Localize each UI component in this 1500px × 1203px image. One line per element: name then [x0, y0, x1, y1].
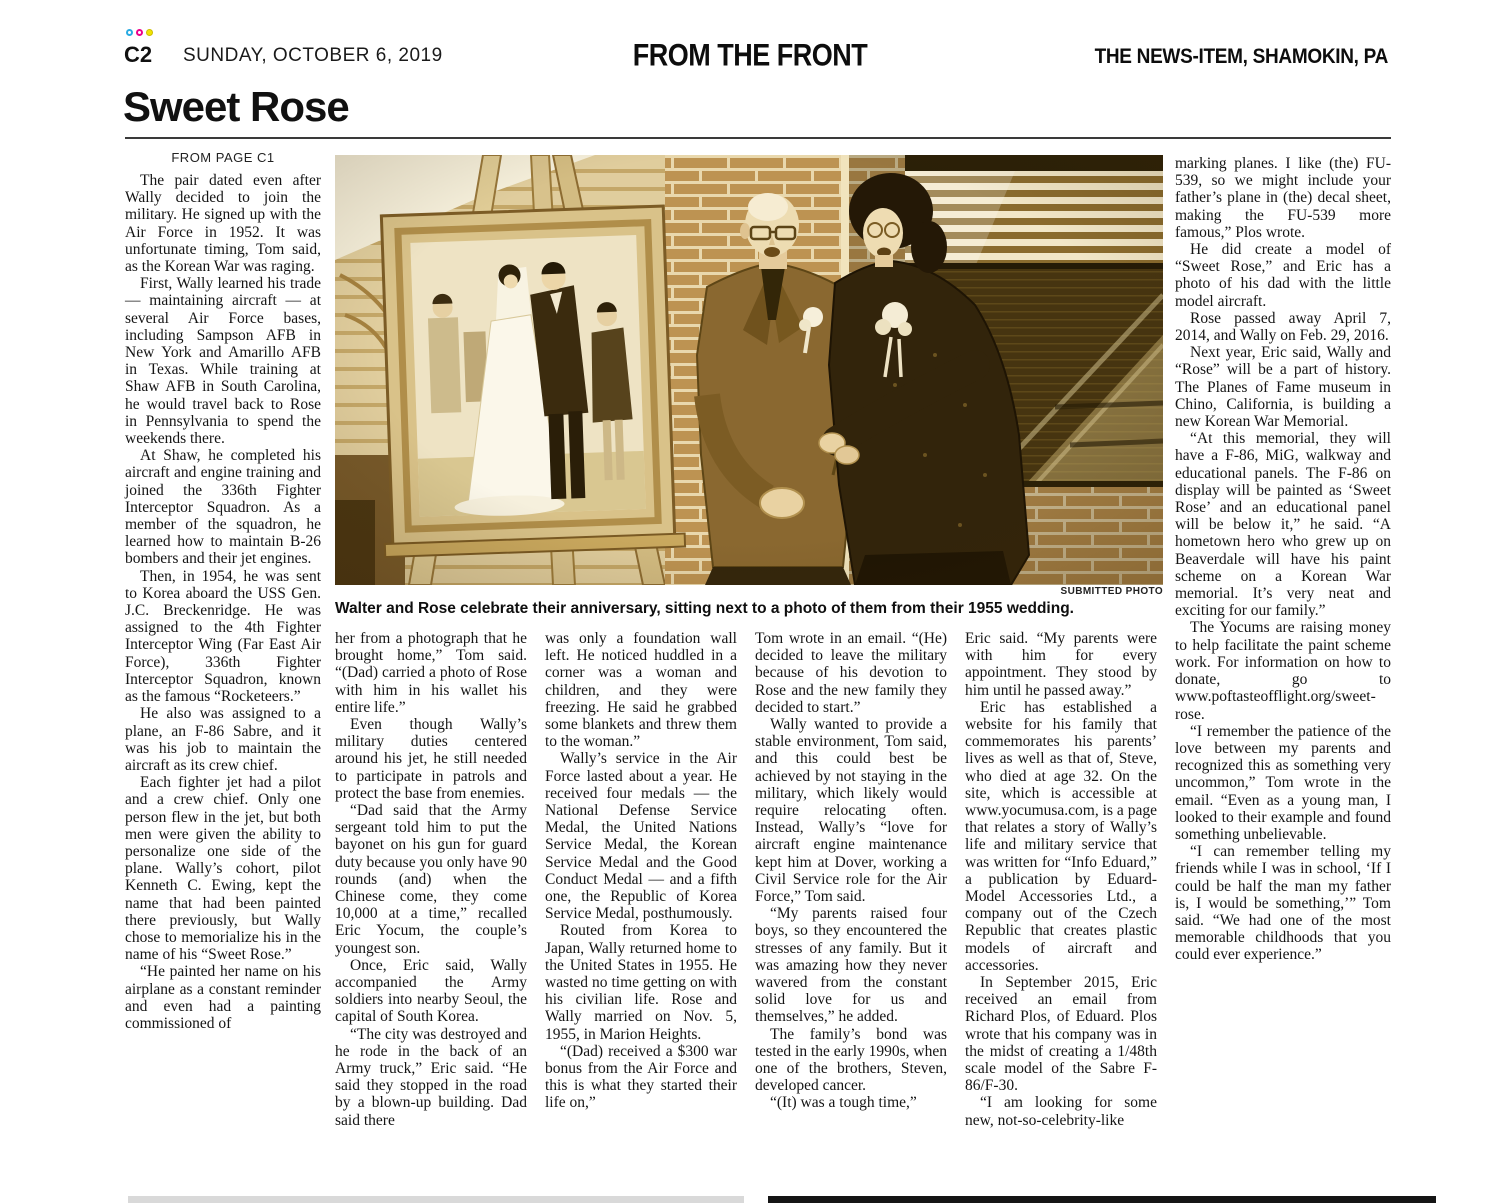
paragraph: He did create a model of “Sweet Rose,” and Eric has a photo of his dad with the little model aircraft. — [1175, 241, 1391, 310]
registration-dots — [126, 29, 153, 36]
article-headline: Sweet Rose — [123, 83, 349, 130]
paragraph: Once, Eric said, Wally accompanied the Army soldiers into nearby Seoul, the capital of South Korea. — [335, 956, 527, 1026]
paragraph: marking planes. I like (the) FU-539, so we might include your father’s plane in (the) decal sheet, making the FU-539 more famous,” Plos wrote. — [1175, 155, 1391, 241]
paragraph: “Dad said that the Army sergeant told him to put the bayonet on his gun for guard duty because you only have 90 rounds (and) when the Chinese come, they come 10,000 at a time,” recalled Eric Yocum, the couple’s youngest son. — [335, 802, 527, 957]
article-column-3 — [545, 630, 737, 1112]
article-column-2 — [335, 630, 527, 1129]
photo-credit: SUBMITTED PHOTO — [1060, 586, 1163, 597]
paragraph: Routed from Korea to Japan, Wally returned home to the United States in 1955. He wasted no time getting on with his civilian life. Rose and Wally married on Nov. 5, 1955, in Marion Heights. — [545, 922, 737, 1043]
paragraph: Next year, Eric said, Wally and “Rose” will be a part of history. The Planes of Fame museum in Chino, California, is building a new Korean War Memorial. — [1175, 344, 1391, 431]
next-item-edge-black — [768, 1196, 1436, 1203]
paragraph: Each fighter jet had a pilot and a crew chief. Only one person flew in the jet, but both men were given the ability to personalize one side of the plane. Wally’s cohort, pilot Kenneth C. Ewing, kept the name that had been painted there previously, but Wally chose to memorialize his in the name of his “Sweet Rose.” — [125, 774, 321, 964]
paragraph: Wally’s service in the Air Force lasted about a year. He received four medals — the National Defense Service Medal, the United Nations Service Medal, the Korean Service Medal and the Good Conduct Medal — and a fifth one, the Republic of Korea Service Medal, posthumously. — [545, 750, 737, 923]
photo-caption: Walter and Rose celebrate their anniversary, sitting next to a photo of them from their 1955 wedding. — [335, 600, 1074, 617]
paragraph: “I remember the patience of the love between my parents and recognized this as something very uncommon,” Tom wrote in the email. “Even as a young man, I looked to their example and found something unbelievable. — [1175, 722, 1391, 843]
headline-rule — [125, 137, 1391, 139]
paragraph: He also was assigned to a plane, an F-86 Sabre, and it was his job to maintain the aircraft as its crew chief. — [125, 705, 321, 774]
article-column-5 — [965, 630, 1157, 1129]
anniversary-photo — [335, 155, 1163, 585]
page-number: C2 — [124, 42, 153, 67]
continued-from-line: FROM PAGE C1 — [171, 150, 275, 165]
paragraph: was only a foundation wall left. He noticed huddled in a corner was a woman and children, and they were freezing. He said he grabbed some blankets and threw them to the woman.” — [545, 630, 737, 751]
paragraph: Tom wrote in an email. “(He) decided to leave the military because of his devotion to Rose and the new family they decided to start.” — [755, 630, 947, 716]
paragraph: “My parents raised four boys, so they encountered the stresses of any family. But it was amazing how they never wavered from the constant solid love for us and themselves,” he added. — [755, 905, 947, 1026]
paragraph: Eric has established a website for his family that commemorates his parents’ lives as well as that of, Steve, who died at age 32. On the site, which is accessible at www.yocumusa.com, is a page that relates a story of Wally’s life and military service that was written for “Info Eduard,” a publication by Eduard-Model Accessories Ltd., a company out of the Czech Republic that creates plastic models of aircraft and accessories. — [965, 698, 1157, 974]
article-column-left — [125, 172, 321, 1032]
article-column-right — [1175, 155, 1391, 964]
paragraph: Rose passed away April 7, 2014, and Wally on Feb. 29, 2016. — [1175, 309, 1391, 345]
paragraph: “I am looking for some new, not-so-celebrity-like — [965, 1094, 1157, 1129]
paragraph: In September 2015, Eric received an email from Richard Plos, of Eduard. Plos wrote that his company was in the midst of creating a 1/48th scale model of the Sabre F-86/F-30. — [965, 974, 1157, 1095]
paragraph: Then, in 1954, he was sent to Korea aboard the USS Gen. J.C. Breckenridge. He was assigned to the 4th Fighter Interceptor Wing (Far East Air Force), 336th Fighter Interceptor Squadron, known as the famous “Rocketeers.” — [125, 567, 321, 706]
paragraph: “He painted her name on his airplane as a constant reminder and even had a painting commissioned of — [125, 963, 321, 1032]
edition-date: SUNDAY, OCTOBER 6, 2019 — [183, 45, 443, 66]
section-title: FROM THE FRONT — [632, 37, 868, 73]
article-column-4 — [755, 630, 947, 1112]
paragraph: “(It) was a tough time,” — [770, 1094, 917, 1112]
paragraph: First, Wally learned his trade — maintaining aircraft — at several Air Force bases, including Sampson AFB in New York and Amarillo AFB in Texas. While training at Shaw AFB in South Carolina, he would travel back to Rose in Pennsylvania to spend the weekends there. — [125, 275, 321, 448]
paragraph: Wally wanted to provide a stable environment, Tom said, and this could best be achieved by not staying in the military, which likely would require relocating often. Instead, Wally’s “love for aircraft engine maintenance kept him at Dover, working a Civil Service role for the Air Force,” Tom said. — [755, 716, 947, 906]
paragraph: Even though Wally’s military duties centered around his jet, he still needed to participate in patrols and protect the base from enemies. — [335, 716, 527, 802]
paragraph: The Yocums are raising money to help facilitate the paint scheme work. For information on how to donate, go to www.poftasteofflight.org/sweet-rose. — [1175, 619, 1391, 723]
paragraph: her from a photograph that he brought home,” Tom said. “(Dad) carried a photo of Rose with him in his wallet his entire life.” — [335, 630, 527, 716]
next-item-edge-gray — [128, 1196, 744, 1203]
paragraph: Eric said. “My parents were with him for every appointment. They stood by him until he passed away.” — [965, 630, 1157, 699]
paragraph: The pair dated even after Wally decided to join the military. He signed up with the Air Force in 1952. It was unfortunate timing, Tom said, as the Korean War was raging. — [125, 172, 321, 276]
publication-name: THE NEWS-ITEM, SHAMOKIN, PA — [1094, 45, 1388, 69]
registration-dot-magenta-icon — [136, 29, 143, 36]
sepia-vignette — [335, 155, 1163, 585]
paragraph: “At this memorial, they will have a F-86, MiG, walkway and educational panels. The F-86 on display will be painted as ‘Sweet Rose’ and an educational panel will be below it,” he said. “A hometown hero who grew up on Beaverdale will have his paint scheme on a Korean War memorial. It’s very neat and exciting for our family.” — [1175, 430, 1391, 620]
registration-dot-yellow-icon — [146, 29, 153, 36]
paragraph: The family’s bond was tested in the early 1990s, when one of the brothers, Steven, developed cancer. — [755, 1025, 947, 1095]
registration-dot-cyan-icon — [126, 29, 133, 36]
paragraph: “(Dad) received a $300 war bonus from the Air Force and this is what they started their life on,” — [545, 1042, 737, 1112]
paragraph: “I can remember telling my friends while I was in school, ‘If I could be half the man my father is, I would be something,’” Tom said. “We had one of the most memorable childhoods that you could ever experience.” — [1175, 843, 1391, 964]
anniversary-photo-illustration — [335, 155, 1163, 585]
paragraph: At Shaw, he completed his aircraft and engine training and joined the 336th Fighter Interceptor Squadron. As a member of the squadron, he learned how to maintain B-26 bombers and their jet engines. — [125, 447, 321, 568]
paragraph: “The city was destroyed and he rode in the back of an Army truck,” Eric said. “He said they stopped in the road by a blown-up building. Dad said there — [335, 1025, 527, 1129]
